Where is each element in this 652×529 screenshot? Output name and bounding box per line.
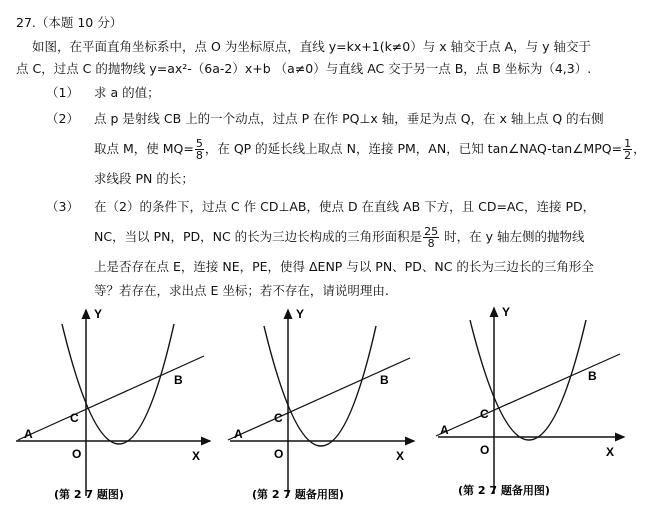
q2-line-2 [94,134,646,164]
q3-line-1: 在（2）的条件下，过点 C 作 CD⊥AB，使点 D 在直线 AB 下方，且 CD=AC，连接 PD， [94,199,596,214]
y-axis-label: Y [502,305,511,319]
q2-line-1: 点 p 是射线 CB 上的一个动点，过点 P 在作 PQ⊥x 轴，垂足为点 Q，在 x 轴上点 Q 的右侧 [94,111,604,126]
x-axis-label: X [606,445,615,459]
figure-caption: (第 2 7 题备用图) [458,484,550,497]
q3-line-2 [94,222,585,252]
fraction-5-8: $\frac{5}{8}$ [195,137,203,162]
q3-line-2-part-b: 时，在 y 轴左侧的抛物线 [440,229,585,244]
y-axis-label: Y [296,307,305,321]
q2-line-2-part-c: ， [633,141,646,156]
parabola [62,324,174,444]
y-axis-label: Y [94,307,103,321]
figure-caption: (第 2 7 题图) [54,488,124,501]
x-axis-label: X [396,449,405,463]
figure-backup-1-svg [224,304,430,514]
point-c-label: C [70,411,79,425]
figure-main-svg [14,304,220,514]
figure-backup-2 [432,304,638,514]
point-a-label: A [234,427,243,441]
q2-line-3: 求线段 PN 的长； [94,171,194,186]
fraction-1-2: $\frac{1}{2}$ [624,137,632,162]
q3-line-3: 上是否存在点 E，连接 NE，PE，使得 ΔENP 与以 PN、PD、NC 的长为三边长的三角形全 [94,259,594,274]
figure-backup-1 [224,304,430,514]
point-c-label: C [480,407,489,421]
line-ac [18,356,204,440]
q2-line-2-part-a: 取点 M，使 MQ= [94,141,194,156]
figure-caption: (第 2 7 题备用图) [252,488,344,501]
parabola [264,326,376,446]
intro-line-2: 点 C，过点 C 的抛物线 y=ax²-（6a-2）x+b （a≠0）与直线 AC 交于另一点 B，点 B 坐标为（4,3）. [16,61,592,76]
line-ac [436,354,620,436]
intro-line-1: 如图，在平面直角坐标系中，点 O 为坐标原点，直线 y=kx+1(k≠0）与 x 轴交于点 A，与 y 轴交于 [32,39,591,54]
line-ac [228,358,410,440]
point-b-label: B [380,373,389,387]
point-b-label: B [588,369,597,383]
q1-number: （1） [46,85,79,100]
origin-label: O [480,443,490,457]
q1-text: 求 a 的值； [94,85,160,100]
x-axis-label: X [192,449,201,463]
fraction-25-8: $\frac{25}{8}$ [424,225,439,250]
point-b-label: B [174,373,183,387]
q2-number: （2） [46,111,79,126]
figure-main [14,304,220,514]
figure-backup-2-svg [432,304,638,514]
q2-line-2-part-b: ，在 QP 的延长线上取点 N，连接 PM，AN，已知 tan∠NAQ-tan∠MPQ= [204,141,623,156]
parabola [470,320,586,440]
q3-line-4: 等？若存在，求出点 E 坐标；若不存在，请说明理由. [94,283,389,298]
point-a-label: A [24,427,33,441]
origin-label: O [72,447,82,461]
point-a-label: A [440,423,449,437]
origin-label: O [274,447,284,461]
q3-line-2-part-a: NC，当以 PN，PD，NC 的长为三边长构成的三角形面积是 [94,229,423,244]
point-c-label: C [274,411,283,425]
q3-number: （3） [46,199,79,214]
problem-header: 27.（本题 10 分） [16,15,123,30]
